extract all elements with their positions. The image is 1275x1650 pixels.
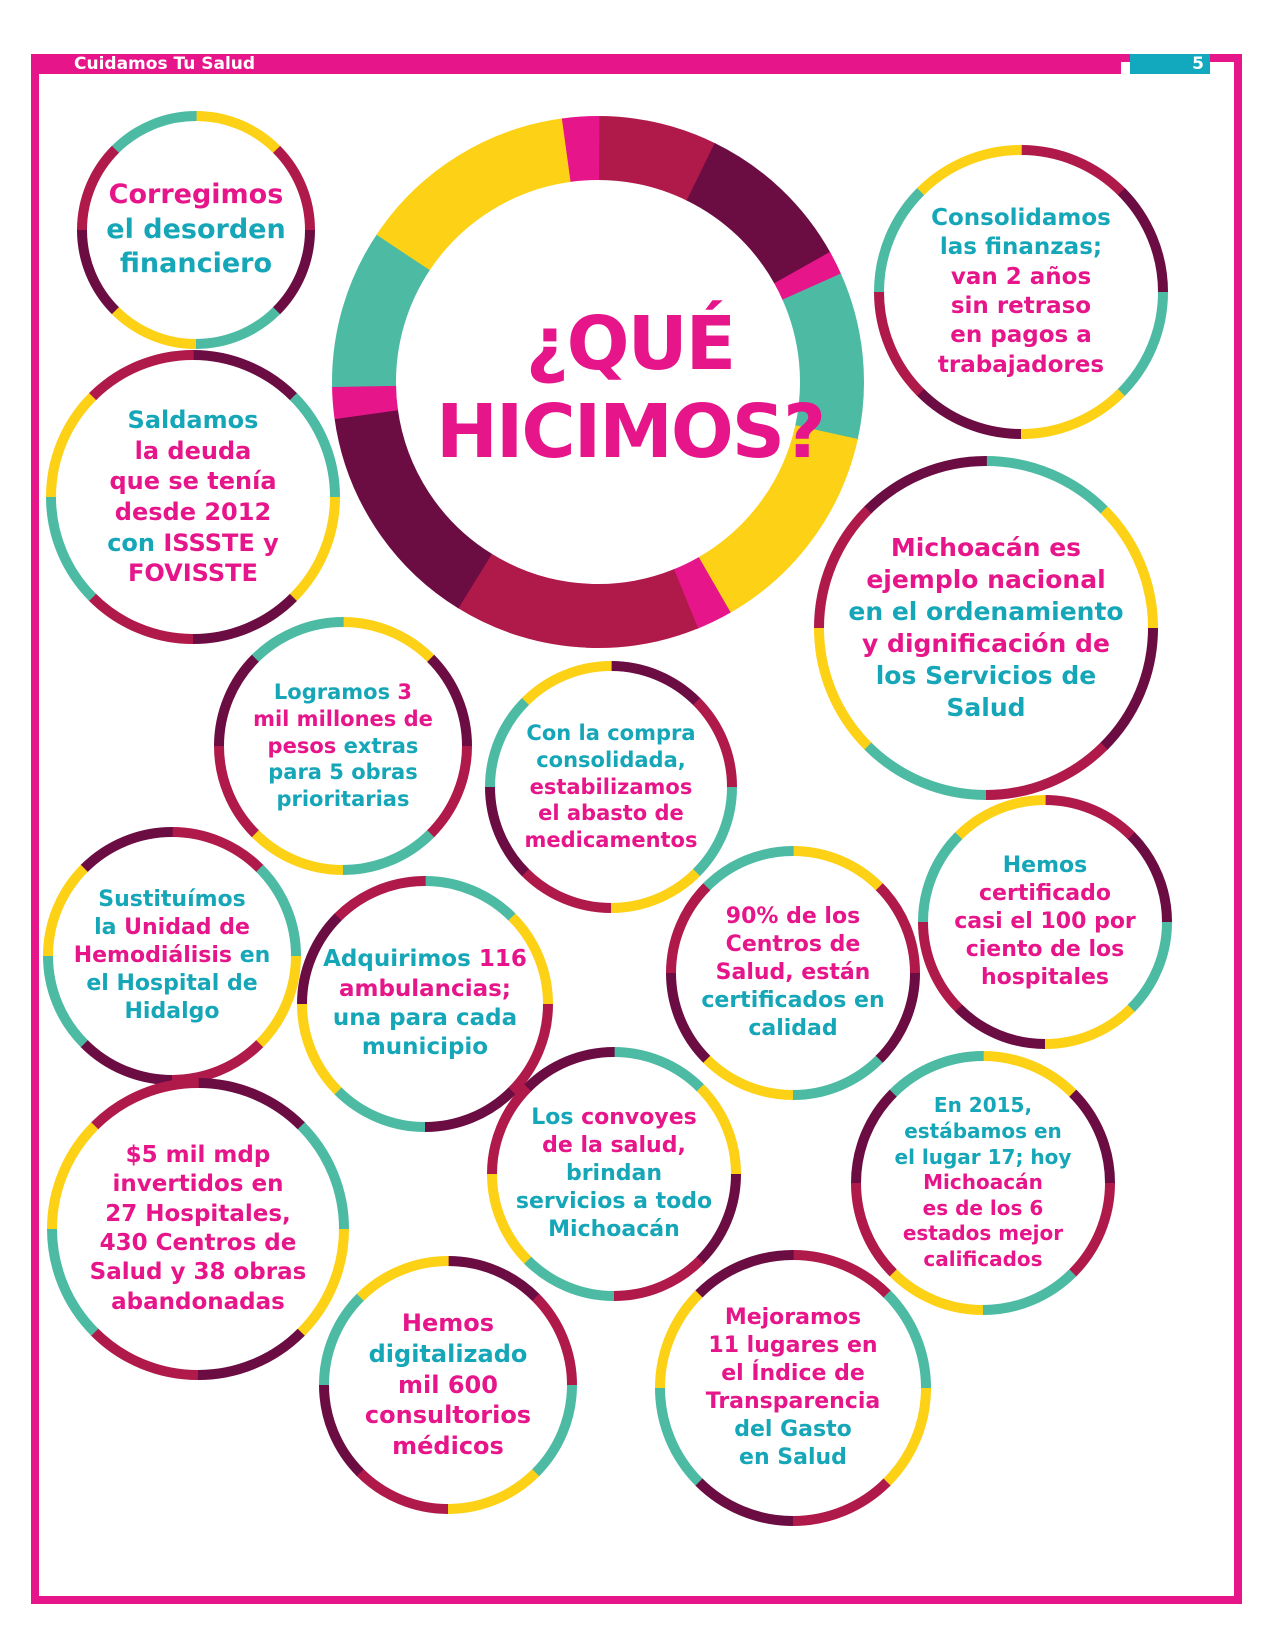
- text-run: pesos: [267, 733, 344, 758]
- ring-segment: [802, 268, 812, 288]
- text-run: desde 2012: [114, 497, 272, 526]
- text-run: calidad: [748, 1016, 838, 1042]
- text-run: consultorios: [364, 1401, 532, 1430]
- title-line-2: HICIMOS?: [435, 389, 825, 475]
- text-run: Los: [531, 1104, 582, 1130]
- text-run: invertidos en: [112, 1171, 284, 1198]
- circle-text-line: [701, 931, 884, 959]
- text-run: el lugar 17; hoy: [894, 1144, 1072, 1169]
- text-run: médicos: [392, 1432, 504, 1461]
- circle-text-line: [954, 936, 1136, 964]
- circle-text-line: [90, 1229, 307, 1258]
- circle-text-line: [895, 1221, 1072, 1247]
- circle-text-line: [895, 1119, 1072, 1145]
- ring-segment: [685, 585, 715, 599]
- text-run: brindan: [565, 1160, 663, 1186]
- circle-c12: [510, 1070, 717, 1277]
- text-run: del Gasto: [734, 1417, 852, 1443]
- text-run: 11 lugares en: [708, 1332, 878, 1358]
- circle-text-line: [107, 405, 279, 436]
- text-run: certificados en: [701, 988, 885, 1014]
- circle-c13: [875, 1075, 1091, 1291]
- text-run: una para cada: [332, 1004, 518, 1031]
- circle-text-line: [106, 178, 285, 213]
- text-run: extras: [343, 733, 419, 758]
- circle-text-line: [365, 1370, 531, 1401]
- circle-text-line: [931, 263, 1111, 292]
- text-run: Salud: [946, 692, 1026, 722]
- circle-text-line: [524, 800, 697, 827]
- ring-segment: [588, 599, 686, 616]
- circle-text-block: [848, 532, 1123, 724]
- circle-text-line: [954, 908, 1136, 936]
- text-run: van 2 años: [950, 263, 1092, 290]
- circle-text-line: [895, 1247, 1072, 1273]
- circle-text-line: [706, 1444, 881, 1472]
- text-run: Mejoramos: [724, 1304, 862, 1330]
- circle-text-line: [90, 1170, 307, 1199]
- text-run: Saldamos: [127, 405, 259, 434]
- ring-segment: [701, 172, 803, 269]
- circle-text-line: [848, 628, 1123, 660]
- circle-text-block: [106, 178, 285, 282]
- circle-text-line: [706, 1388, 881, 1416]
- circle-text-line: [106, 213, 285, 248]
- text-run: ambulancias;: [338, 975, 511, 1002]
- ring-segment: [364, 251, 404, 386]
- circle-text-line: [701, 903, 884, 931]
- circle-text-line: [107, 497, 279, 528]
- circle-text-line: [74, 942, 271, 970]
- text-run: certificado: [979, 880, 1111, 906]
- circle-text-line: [701, 959, 884, 987]
- title-line-1: ¿QUÉ: [525, 301, 735, 387]
- text-run: Corregimos: [108, 179, 284, 211]
- text-run: ejemplo nacional: [866, 564, 1106, 594]
- text-run: ciento de los: [965, 937, 1125, 963]
- circle-c4: [844, 486, 1128, 770]
- circle-text-line: [107, 466, 279, 497]
- circle-text-line: [516, 1132, 712, 1160]
- circle-text-line: [524, 827, 697, 854]
- circle-text-line: [895, 1093, 1072, 1119]
- text-run: Unidad de: [124, 914, 250, 940]
- text-run: convoyes: [581, 1104, 697, 1130]
- text-run: 90% de los: [725, 903, 861, 929]
- text-run: Hemodiálisis: [73, 942, 240, 968]
- text-run: 27 Hospitales,: [105, 1200, 291, 1227]
- circle-text-block: [895, 1093, 1072, 1272]
- circle-text-line: [701, 1015, 884, 1043]
- text-run: municipio: [361, 1034, 489, 1061]
- circle-text-line: [323, 975, 527, 1004]
- circle-text-line: [895, 1170, 1072, 1196]
- circle-text-block: [524, 720, 697, 854]
- circle-text-line: [107, 436, 279, 467]
- text-run: la deuda: [134, 436, 252, 465]
- circle-text-line: [323, 1033, 527, 1062]
- circle-text-block: [701, 903, 884, 1044]
- circle-text-line: [706, 1360, 881, 1388]
- text-run: que se tenía: [109, 467, 277, 496]
- circle-c5: [238, 641, 449, 852]
- circle-text-line: [365, 1431, 531, 1462]
- text-run: las finanzas;: [939, 234, 1103, 261]
- text-run: en: [239, 942, 271, 968]
- text-run: Con la compra: [526, 720, 696, 745]
- circle-text-line: [931, 204, 1111, 233]
- text-run: en el ordenamiento: [848, 596, 1124, 626]
- circle-text-line: [931, 233, 1111, 262]
- circle-text-line: [954, 964, 1136, 992]
- circle-text-line: [706, 1416, 881, 1444]
- circle-c6: [508, 684, 714, 890]
- text-run: Michoacán: [923, 1170, 1043, 1195]
- circle-text-line: [323, 1004, 527, 1033]
- ring-segment: [598, 148, 641, 152]
- circle-text-line: [323, 945, 527, 974]
- text-run: sin retraso: [950, 292, 1092, 319]
- circle-text-line: [106, 247, 285, 282]
- text-run: la: [94, 914, 125, 940]
- text-run: Salud y 38 obras: [89, 1259, 307, 1286]
- text-run: calificados: [923, 1246, 1043, 1271]
- circle-c10: [941, 818, 1148, 1025]
- text-run: el Índice de: [721, 1360, 865, 1386]
- text-run: con: [107, 528, 164, 557]
- circle-text-line: [524, 720, 697, 747]
- circle-text-line: [848, 564, 1123, 596]
- circle-text-line: [954, 852, 1136, 880]
- circle-text-line: [90, 1141, 307, 1170]
- circle-text-line: [706, 1304, 881, 1332]
- ring-segment: [566, 148, 599, 150]
- text-run: el desorden: [106, 213, 286, 245]
- ring-segment: [474, 581, 589, 616]
- circle-text-line: [895, 1145, 1072, 1171]
- circle-text-line: [524, 774, 697, 801]
- circle-text-line: [253, 706, 433, 733]
- text-run: en pagos a: [950, 322, 1092, 349]
- circle-c1: [99, 133, 293, 327]
- text-run: Sustituímos: [98, 886, 246, 912]
- circle-text-line: [848, 660, 1123, 692]
- text-run: estabilizamos: [529, 774, 693, 799]
- circle-text-line: [931, 351, 1111, 380]
- circle-text-line: [90, 1200, 307, 1229]
- circle-text-line: [848, 692, 1123, 724]
- text-run: Hemos: [1002, 852, 1088, 878]
- circle-text-block: [516, 1104, 712, 1245]
- text-run: 430 Centros de: [99, 1229, 297, 1256]
- circle-text-line: [931, 292, 1111, 321]
- circle-c8: [320, 899, 529, 1108]
- section-title: Cuidamos Tu Salud: [74, 54, 256, 74]
- circle-text-line: [706, 1332, 881, 1360]
- circle-text-line: [253, 679, 433, 706]
- text-run: mil 600: [398, 1370, 498, 1399]
- circle-text-block: [954, 852, 1136, 993]
- circle-text-line: [848, 532, 1123, 564]
- text-run: $5 mil mdp: [125, 1141, 271, 1168]
- circle-text-line: [74, 998, 271, 1026]
- circle-text-line: [365, 1339, 531, 1370]
- circle-text-block: [74, 886, 271, 1027]
- circle-text-line: [74, 970, 271, 998]
- circle-text-block: [323, 945, 527, 1063]
- text-run: En 2015,: [933, 1093, 1033, 1118]
- text-run: consolidada,: [536, 747, 686, 772]
- circle-c7: [67, 851, 278, 1062]
- circle-text-line: [516, 1104, 712, 1132]
- text-run: 116: [478, 946, 527, 973]
- text-run: Adquirimos: [323, 946, 479, 973]
- text-run: los Servicios de: [875, 660, 1097, 690]
- circle-text-line: [107, 528, 279, 559]
- circle-text-block: [365, 1308, 531, 1462]
- text-run: trabajadores: [937, 351, 1105, 378]
- circle-text-line: [107, 558, 279, 589]
- text-run: en Salud: [739, 1445, 847, 1471]
- circle-text-block: [90, 1141, 307, 1318]
- circle-c14: [343, 1280, 554, 1491]
- circle-c3: [72, 376, 313, 617]
- circle-text-line: [516, 1216, 712, 1244]
- text-run: y dignificación de: [862, 628, 1110, 658]
- text-run: Logramos: [273, 679, 398, 704]
- text-run: Michoacán es: [890, 532, 1082, 562]
- text-run: estados mejor: [902, 1221, 1064, 1246]
- text-run: el abasto de: [538, 801, 684, 826]
- circle-text-line: [74, 886, 271, 914]
- main-title: [420, 300, 840, 480]
- circle-text-block: [107, 405, 279, 589]
- text-run: Salud, están: [715, 959, 871, 985]
- text-run: financiero: [119, 248, 273, 280]
- ring-segment: [640, 152, 701, 172]
- circle-text-line: [516, 1160, 712, 1188]
- circle-text-block: [253, 679, 433, 813]
- text-run: Michoacán: [548, 1217, 680, 1243]
- text-run: hospitales: [980, 965, 1110, 991]
- text-run: servicios a todo: [515, 1189, 713, 1215]
- text-run: casi el 100 por: [954, 908, 1136, 934]
- text-run: de la salud,: [542, 1132, 686, 1158]
- circle-text-line: [895, 1196, 1072, 1222]
- circle-text-block: [931, 204, 1111, 381]
- text-run: abandonadas: [111, 1288, 285, 1315]
- text-run: es de los 6: [922, 1195, 1044, 1220]
- text-run: ISSSTE y: [163, 528, 279, 557]
- circle-text-line: [253, 786, 433, 813]
- page-number: 5: [1192, 54, 1204, 74]
- circle-text-line: [253, 733, 433, 760]
- ring-segment: [364, 385, 366, 414]
- circle-text-line: [365, 1400, 531, 1431]
- circle-text-line: [74, 914, 271, 942]
- circle-text-line: [931, 321, 1111, 350]
- circle-text-line: [253, 759, 433, 786]
- circle-text-line: [701, 987, 884, 1015]
- circle-text-line: [365, 1308, 531, 1339]
- text-run: 3: [397, 679, 413, 704]
- circle-text-line: [516, 1188, 712, 1216]
- circle-text-line: [524, 747, 697, 774]
- circle-text-line: [90, 1258, 307, 1287]
- text-run: FOVISSTE: [128, 559, 258, 588]
- text-run: Transparencia: [705, 1388, 881, 1414]
- text-run: Hemos: [401, 1309, 495, 1338]
- text-run: para 5 obras: [268, 760, 418, 785]
- circle-c9: [689, 869, 896, 1076]
- text-run: prioritarias: [276, 787, 410, 812]
- circle-c2: [900, 171, 1141, 412]
- text-run: medicamentos: [524, 828, 698, 853]
- circle-c11: [74, 1105, 322, 1353]
- circle-text-line: [90, 1288, 307, 1317]
- text-run: Centros de: [725, 931, 861, 957]
- text-run: el Hospital de: [86, 971, 258, 997]
- circle-text-line: [848, 596, 1123, 628]
- text-run: estábamos en: [904, 1119, 1062, 1143]
- text-run: mil millones de: [253, 706, 433, 731]
- circle-text-block: [706, 1304, 881, 1473]
- circle-text-line: [954, 880, 1136, 908]
- text-run: Consolidamos: [931, 204, 1111, 231]
- circle-c15: [680, 1275, 906, 1501]
- text-run: digitalizado: [368, 1339, 528, 1368]
- ring-segment: [403, 150, 567, 252]
- text-run: Hidalgo: [124, 999, 220, 1025]
